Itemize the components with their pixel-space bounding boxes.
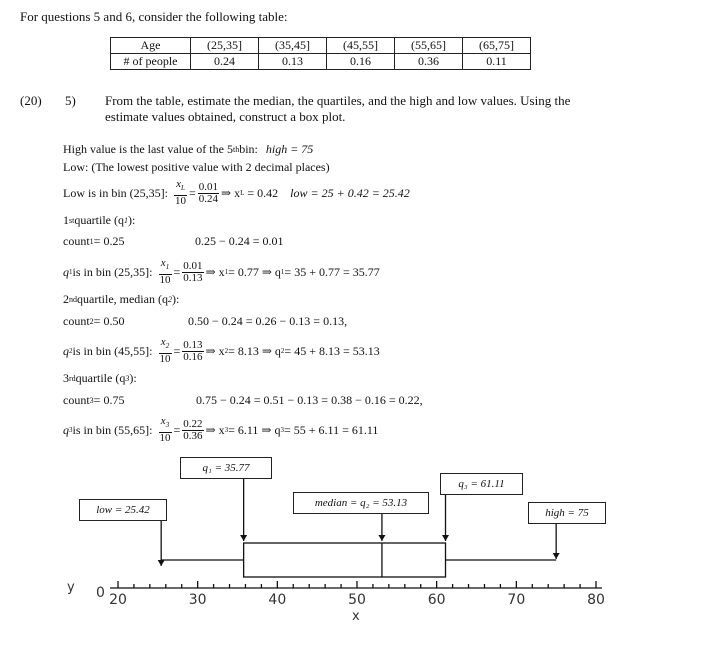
fraction: $\frac{0.22}{0.36}$: [183, 417, 203, 442]
table-cell: 0.24: [191, 54, 259, 70]
question-number: 5): [65, 93, 76, 108]
question-points: (20): [20, 93, 42, 108]
tick-label: 50: [348, 592, 366, 608]
y-axis-label: y: [67, 580, 75, 595]
fraction: $\frac{x_L}{10}$: [175, 178, 186, 207]
tick-label: 60: [427, 592, 446, 608]
table-cell: (55,65]: [395, 38, 463, 54]
fraction: $\frac{x_3}{10}$: [159, 415, 171, 444]
question-line-2: estimate values obtained, construct a box plot.: [105, 109, 346, 124]
q1-title: 1 st quartile (q 1 ):: [63, 213, 136, 227]
intro-text: For questions 5 and 6, consider the following table:: [20, 9, 288, 24]
high-value: high = 75: [265, 142, 314, 156]
arrow-high-head: [553, 553, 560, 559]
tick-label: 20: [109, 592, 127, 608]
low-value: low = 25 + 0.42 = 25.42: [290, 185, 410, 200]
fraction: $\frac{x_1}{10}$: [159, 257, 171, 286]
label-q3: q₃ = 61.11: [440, 473, 523, 495]
q3-title: 3 rd quartile (q 3 ):: [63, 371, 137, 385]
tick-label: 40: [268, 592, 287, 608]
table-cell: 0.11: [463, 54, 531, 70]
q2-count: count 2 = 0.50: [63, 314, 125, 328]
arrow-q3-head: [442, 535, 449, 541]
question-line-1: From the table, estimate the median, the quartiles, and the high and low values. Using the: [105, 93, 571, 108]
table-cell: (65,75]: [463, 38, 531, 54]
arrow-median-head: [378, 535, 385, 541]
arrow-q1-head: [240, 535, 247, 541]
tick-label: 30: [188, 592, 207, 608]
q2-calc: 0.50 − 0.24 = 0.26 − 0.13 = 0.13,: [188, 314, 348, 328]
q3-value: = 55 + 6.11 = 61.11: [283, 422, 379, 437]
tick-label: 70: [507, 592, 526, 608]
q3-calc: 0.75 − 0.24 = 0.51 − 0.13 = 0.38 − 0.16 = 0.22,: [196, 393, 423, 407]
table-cell: (45,55]: [327, 38, 395, 54]
iqr-box: [244, 543, 446, 577]
table-header-people: # of people: [111, 54, 191, 70]
zero-label: 0: [96, 585, 105, 601]
table-cell: 0.13: [259, 54, 327, 70]
fraction: $\frac{0.13}{0.16}$: [183, 338, 203, 363]
arrow-low-head: [158, 560, 165, 566]
q1-value: = 35 + 0.77 = 35.77: [284, 264, 380, 279]
q2-value: = 45 + 8.13 = 53.13: [284, 343, 380, 358]
label-q1: q₁ = 35.77: [180, 457, 272, 479]
q1-count: count 1 = 0.25: [63, 234, 125, 248]
q2-title: 2 nd quartile, median (q 2 ):: [63, 292, 180, 306]
label-low: low = 25.42: [79, 499, 167, 521]
fraction: $\frac{0.01}{0.13}$: [183, 259, 203, 284]
table-cell: 0.16: [327, 54, 395, 70]
fraction: $\frac{0.01}{0.24}$: [198, 180, 219, 205]
q3-equation: q 3 is in bin (55,65]: $\frac{x_3}{10}$ = $\frac{0.22}{0.36}$ ⇒ x 3 = 6.11 ⇒ q 3 = 55 + 6.11 = 61.11: [63, 415, 379, 444]
q1-equation: q 1 is in bin (25,35]: $\frac{x_1}{10}$ = $\frac{0.01}{0.13}$ ⇒ x 1 = 0.77 ⇒ q 1 = 35 + 0.77 = 35.77: [63, 257, 380, 286]
label-high: high = 75: [528, 502, 606, 524]
low-title: Low: (The lowest positive value with 2 decimal places): [63, 160, 330, 174]
table-cell: 0.36: [395, 54, 463, 70]
low-equation: Low is in bin (25,35]: $\frac{x_L}{10}$ = $\frac{0.01}{0.24}$ ⇒ x L = 0.42 low = 25 + 0.42 = 25.42: [63, 178, 410, 207]
q1-calc: 0.25 − 0.24 = 0.01: [195, 234, 284, 248]
fraction: $\frac{x_2}{10}$: [159, 336, 171, 365]
q2-equation: q 2 is in bin (45,55]: $\frac{x_2}{10}$ = $\frac{0.13}{0.16}$ ⇒ x 2 = 8.13 ⇒ q 2 = 45 + 8.13 = 53.13: [63, 336, 380, 365]
table-cell: (25,35]: [191, 38, 259, 54]
q3-count: count 3 = 0.75: [63, 393, 125, 407]
table-header-age: Age: [111, 38, 191, 54]
label-median: median = q₂ = 53.13: [293, 492, 429, 514]
table-cell: (35,45]: [259, 38, 327, 54]
high-line: High value is the last value of the 5 th bin: high = 75: [63, 142, 314, 156]
x-axis-label: x: [352, 609, 360, 624]
tick-label: 80: [587, 592, 605, 608]
